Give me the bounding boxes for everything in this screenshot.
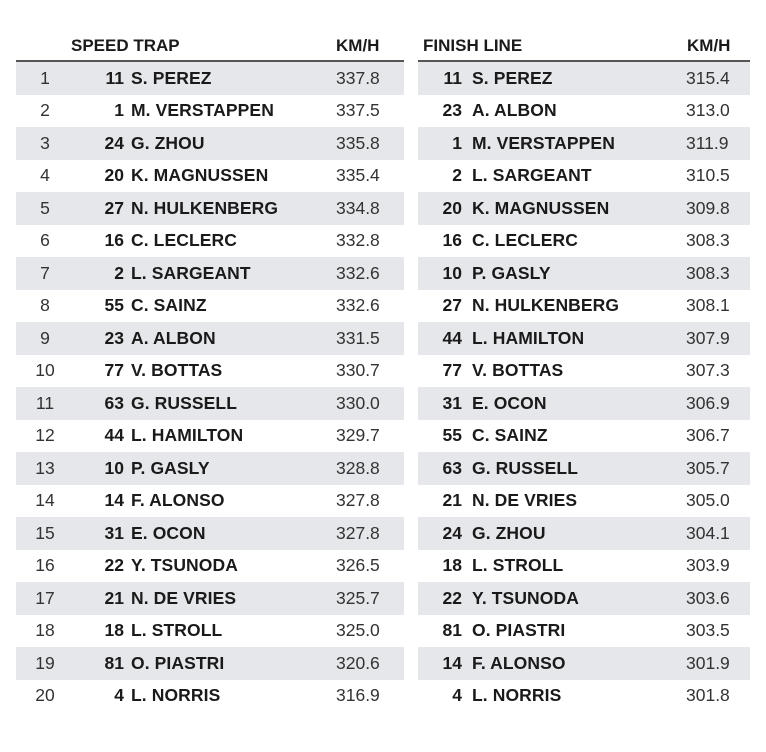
driver-name-cell: A. ALBON	[131, 327, 216, 348]
finish-line-row	[418, 127, 750, 160]
finish-line-row	[418, 160, 750, 193]
speed-trap-title: SPEED TRAP	[71, 36, 180, 55]
driver-name-cell: N. DE VRIES	[131, 587, 237, 608]
driver-name-cell: S. PEREZ	[472, 67, 553, 88]
speed-cell: 313.0	[686, 100, 730, 121]
finish-line-row	[418, 257, 750, 290]
driver-name-cell: N. DE VRIES	[472, 490, 578, 511]
driver-name-cell: S. PEREZ	[131, 67, 212, 88]
speed-cell: 307.9	[686, 327, 730, 348]
speed-trap-row	[16, 192, 404, 225]
finish-line-table	[418, 62, 750, 712]
speed-cell: 330.0	[336, 392, 380, 413]
finish-line-row	[418, 582, 750, 615]
speed-cell: 335.4	[336, 165, 380, 186]
position-cell: 18	[35, 620, 55, 641]
position-cell: 20	[35, 685, 55, 706]
finish-line-row	[418, 322, 750, 355]
driver-name-cell: L. NORRIS	[131, 685, 221, 706]
finish-line-row	[418, 192, 750, 225]
finish-line-row	[418, 680, 750, 713]
speed-cell: 325.0	[336, 620, 380, 641]
speed-trap-row	[16, 355, 404, 388]
driver-name-cell: Y. TSUNODA	[131, 555, 238, 576]
finish-line-row	[418, 62, 750, 95]
driver-name-cell: K. MAGNUSSEN	[131, 165, 269, 186]
position-cell: 14	[35, 490, 55, 511]
driver-name-cell: P. GASLY	[131, 457, 210, 478]
speed-cell: 311.9	[686, 132, 729, 153]
speed-cell: 337.8	[336, 67, 380, 88]
speed-trap-row	[16, 582, 404, 615]
driver-name-cell: K. MAGNUSSEN	[472, 197, 610, 218]
speed-cell: 331.5	[336, 327, 380, 348]
car-number-cell: 77	[104, 360, 124, 381]
speed-trap-unit: KM/H	[336, 36, 380, 55]
car-number-cell: 31	[442, 392, 462, 413]
speed-cell: 328.8	[336, 457, 380, 478]
speed-cell: 335.8	[336, 132, 380, 153]
driver-name-cell: P. GASLY	[472, 262, 551, 283]
driver-name-cell: N. HULKENBERG	[131, 197, 279, 218]
driver-name-cell: C. SAINZ	[472, 425, 548, 446]
car-number-cell: 55	[104, 295, 124, 316]
speed-cell: 332.6	[336, 262, 380, 283]
driver-name-cell: L. STROLL	[472, 555, 564, 576]
speed-cell: 326.5	[336, 555, 380, 576]
position-cell: 10	[35, 360, 55, 381]
position-cell: 13	[35, 457, 55, 478]
speed-trap-row	[16, 550, 404, 583]
car-number-cell: 11	[105, 67, 124, 88]
speed-trap-row	[16, 680, 404, 713]
car-number-cell: 10	[104, 457, 124, 478]
driver-name-cell: E. OCON	[472, 392, 547, 413]
finish-line-row	[418, 615, 750, 648]
driver-name-cell: C. LECLERC	[472, 230, 578, 251]
driver-name-cell: M. VERSTAPPEN	[472, 132, 615, 153]
car-number-cell: 24	[442, 522, 462, 543]
speed-cell: 329.7	[336, 425, 380, 446]
finish-line-row	[418, 647, 750, 680]
speed-cell: 305.7	[686, 457, 730, 478]
car-number-cell: 14	[442, 652, 462, 673]
speed-trap-row	[16, 322, 404, 355]
speed-cell: 308.3	[686, 262, 730, 283]
speed-cell: 308.3	[686, 230, 730, 251]
position-cell: 16	[35, 555, 55, 576]
speed-trap-row	[16, 257, 404, 290]
speed-trap-row	[16, 225, 404, 258]
speed-cell: 301.9	[686, 652, 730, 673]
speed-cell: 308.1	[686, 295, 730, 316]
car-number-cell: 20	[442, 197, 462, 218]
position-cell: 4	[40, 165, 50, 186]
driver-name-cell: O. PIASTRI	[472, 620, 566, 641]
speed-cell: 304.1	[686, 522, 730, 543]
speed-cell: 303.9	[686, 555, 730, 576]
driver-name-cell: C. LECLERC	[131, 230, 237, 251]
speed-cell: 330.7	[336, 360, 380, 381]
driver-name-cell: M. VERSTAPPEN	[131, 100, 274, 121]
car-number-cell: 44	[442, 327, 462, 348]
speed-trap-row	[16, 127, 404, 160]
car-number-cell: 1	[452, 132, 462, 153]
speed-trap-row	[16, 62, 404, 95]
position-cell: 7	[40, 262, 50, 283]
finish-line-unit: KM/H	[687, 36, 731, 55]
car-number-cell: 16	[442, 230, 462, 251]
speed-trap-row	[16, 615, 404, 648]
speed-trap-row	[16, 95, 404, 128]
position-cell: 5	[40, 197, 50, 218]
speed-cell: 303.5	[686, 620, 730, 641]
driver-name-cell: F. ALONSO	[472, 652, 566, 673]
driver-name-cell: V. BOTTAS	[472, 360, 564, 381]
finish-line-row	[418, 290, 750, 323]
car-number-cell: 81	[104, 652, 124, 673]
speed-cell: 310.5	[686, 165, 730, 186]
speed-cell: 301.8	[686, 685, 730, 706]
position-cell: 8	[40, 295, 50, 316]
position-cell: 2	[40, 100, 50, 121]
driver-name-cell: C. SAINZ	[131, 295, 207, 316]
speed-cell: 320.6	[336, 652, 380, 673]
car-number-cell: 10	[442, 262, 462, 283]
speed-cell: 306.9	[686, 392, 730, 413]
speed-trap-row	[16, 160, 404, 193]
speed-trap-row	[16, 452, 404, 485]
finish-line-row	[418, 225, 750, 258]
finish-line-row	[418, 517, 750, 550]
car-number-cell: 77	[442, 360, 462, 381]
driver-name-cell: L. HAMILTON	[131, 425, 244, 446]
speed-cell: 303.6	[686, 587, 730, 608]
speed-cell: 332.8	[336, 230, 380, 251]
speed-trap-row	[16, 517, 404, 550]
driver-name-cell: A. ALBON	[472, 100, 557, 121]
speed-cell: 334.8	[336, 197, 380, 218]
speed-trap-row	[16, 420, 404, 453]
car-number-cell: 23	[442, 100, 462, 121]
car-number-cell: 22	[104, 555, 124, 576]
speed-cell: 332.6	[336, 295, 380, 316]
car-number-cell: 55	[442, 425, 462, 446]
finish-line-row	[418, 452, 750, 485]
car-number-cell: 11	[443, 67, 462, 88]
finish-line-row	[418, 550, 750, 583]
speed-cell: 305.0	[686, 490, 730, 511]
car-number-cell: 2	[452, 165, 462, 186]
driver-name-cell: L. SARGEANT	[131, 262, 251, 283]
car-number-cell: 4	[452, 685, 462, 706]
car-number-cell: 63	[104, 392, 124, 413]
finish-line-row	[418, 485, 750, 518]
speed-cell: 327.8	[336, 490, 380, 511]
car-number-cell: 16	[104, 230, 124, 251]
car-number-cell: 2	[114, 262, 124, 283]
driver-name-cell: E. OCON	[131, 522, 206, 543]
speed-cell: 307.3	[686, 360, 730, 381]
car-number-cell: 27	[442, 295, 462, 316]
car-number-cell: 21	[104, 587, 124, 608]
position-cell: 19	[35, 652, 55, 673]
speed-trap-row	[16, 387, 404, 420]
finish-line-row	[418, 420, 750, 453]
speed-trap-row	[16, 485, 404, 518]
speed-cell: 325.7	[336, 587, 380, 608]
driver-name-cell: G. ZHOU	[131, 132, 205, 153]
finish-line-row	[418, 387, 750, 420]
speed-cell: 306.7	[686, 425, 730, 446]
car-number-cell: 14	[104, 490, 124, 511]
driver-name-cell: L. NORRIS	[472, 685, 562, 706]
speed-trap-row	[16, 647, 404, 680]
car-number-cell: 20	[104, 165, 124, 186]
car-number-cell: 21	[442, 490, 462, 511]
driver-name-cell: N. HULKENBERG	[472, 295, 620, 316]
car-number-cell: 31	[104, 522, 124, 543]
speed-trap-row	[16, 290, 404, 323]
speed-cell: 309.8	[686, 197, 730, 218]
position-cell: 6	[40, 230, 50, 251]
position-cell: 15	[35, 522, 55, 543]
car-number-cell: 1	[114, 100, 124, 121]
car-number-cell: 81	[442, 620, 462, 641]
finish-line-row	[418, 355, 750, 388]
driver-name-cell: L. SARGEANT	[472, 165, 592, 186]
driver-name-cell: L. STROLL	[131, 620, 223, 641]
driver-name-cell: G. RUSSELL	[131, 392, 238, 413]
driver-name-cell: G. RUSSELL	[472, 457, 579, 478]
car-number-cell: 63	[442, 457, 462, 478]
car-number-cell: 27	[104, 197, 124, 218]
driver-name-cell: Y. TSUNODA	[472, 587, 579, 608]
position-cell: 11	[35, 392, 55, 413]
position-cell: 1	[40, 67, 50, 88]
car-number-cell: 23	[104, 327, 124, 348]
speed-cell: 337.5	[336, 100, 380, 121]
position-cell: 9	[40, 327, 50, 348]
speed-trap-table	[16, 62, 404, 712]
position-cell: 12	[35, 425, 55, 446]
driver-name-cell: G. ZHOU	[472, 522, 546, 543]
car-number-cell: 24	[104, 132, 124, 153]
car-number-cell: 18	[442, 555, 462, 576]
car-number-cell: 4	[114, 685, 124, 706]
driver-name-cell: V. BOTTAS	[131, 360, 223, 381]
driver-name-cell: F. ALONSO	[131, 490, 225, 511]
speed-cell: 327.8	[336, 522, 380, 543]
speed-cell: 316.9	[336, 685, 380, 706]
driver-name-cell: O. PIASTRI	[131, 652, 225, 673]
position-cell: 17	[35, 587, 55, 608]
car-number-cell: 18	[104, 620, 124, 641]
position-cell: 3	[40, 132, 50, 153]
finish-line-title: FINISH LINE	[423, 36, 523, 55]
driver-name-cell: L. HAMILTON	[472, 327, 585, 348]
speed-cell: 315.4	[686, 67, 730, 88]
finish-line-row	[418, 95, 750, 128]
car-number-cell: 44	[104, 425, 124, 446]
car-number-cell: 22	[442, 587, 462, 608]
